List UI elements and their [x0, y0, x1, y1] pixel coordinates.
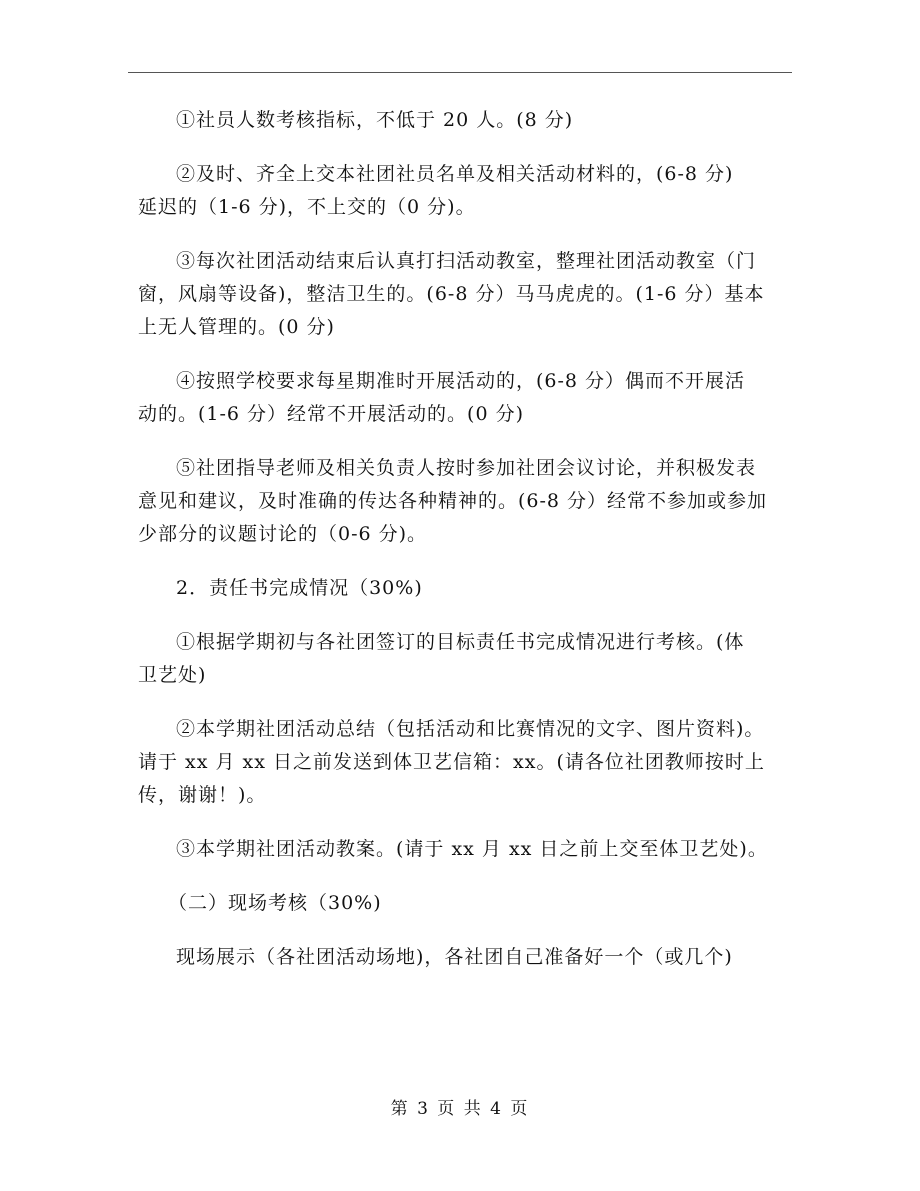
paragraph-line: ⑤社团指导老师及相关负责人按时参加社团会议讨论，并积极发表	[176, 457, 757, 479]
paragraph-line: 延迟的（1-6 分)，不上交的（0 分)。	[138, 196, 476, 218]
paragraph-line: 意见和建议，及时准确的传达各种精神的。(6-8 分）经常不参加或参加	[138, 490, 768, 512]
paragraph-line: 窗，风扇等设备)，整洁卫生的。(6-8 分）马马虎虎的。(1-6 分）基本	[138, 283, 765, 305]
paragraph-line: ③每次社团活动结束后认真打扫活动教室，整理社团活动教室（门	[176, 250, 757, 272]
paragraph-11	[138, 941, 792, 974]
paragraph-line: 现场展示（各社团活动场地)，各社团自己准备好一个（或几个)	[176, 946, 733, 968]
section-heading-onsite	[138, 887, 792, 920]
section-heading-responsibility	[138, 572, 792, 605]
paragraph-line: 传，谢谢！)。	[138, 784, 267, 806]
paragraph-4	[138, 365, 792, 431]
paragraph-1	[138, 104, 792, 137]
paragraph-line: 动的。(1-6 分）经常不开展活动的。(0 分)	[138, 403, 525, 425]
paragraph-9	[138, 833, 792, 866]
page-number-footer: 第 3 页 共 4 页	[390, 1099, 530, 1119]
paragraph-line: 少部分的议题讨论的（0-6 分)。	[138, 523, 428, 545]
heading-line: 2．责任书完成情况（30%)	[176, 577, 423, 599]
paragraph-line: ①社员人数考核指标，不低于 20 人。(8 分)	[176, 109, 574, 131]
document-body	[138, 104, 792, 995]
paragraph-line: ②本学期社团活动总结（包括活动和比赛情况的文字、图片资料)。	[176, 718, 765, 740]
paragraph-8	[138, 713, 792, 812]
paragraph-line: 上无人管理的。(0 分)	[138, 316, 335, 338]
paragraph-3	[138, 245, 792, 344]
paragraph-line: 请于 xx 月 xx 日之前发送到体卫艺信箱：xx。(请各位社团教师按时上	[138, 751, 765, 773]
paragraph-line: ③本学期社团活动教案。(请于 xx 月 xx 日之前上交至体卫艺处)。	[176, 838, 768, 860]
paragraph-5	[138, 452, 792, 551]
paragraph-line: 卫艺处)	[138, 664, 207, 686]
heading-line: （二）现场考核（30%)	[168, 892, 382, 914]
paragraph-line: ④按照学校要求每星期准时开展活动的，(6-8 分）偶而不开展活	[176, 370, 746, 392]
paragraph-line: ②及时、齐全上交本社团社员名单及相关活动材料的，(6-8 分)	[176, 163, 734, 185]
header-rule	[128, 72, 792, 73]
paragraph-2	[138, 158, 792, 224]
paragraph-line: ①根据学期初与各社团签订的目标责任书完成情况进行考核。(体	[176, 631, 745, 653]
paragraph-7	[138, 626, 792, 692]
